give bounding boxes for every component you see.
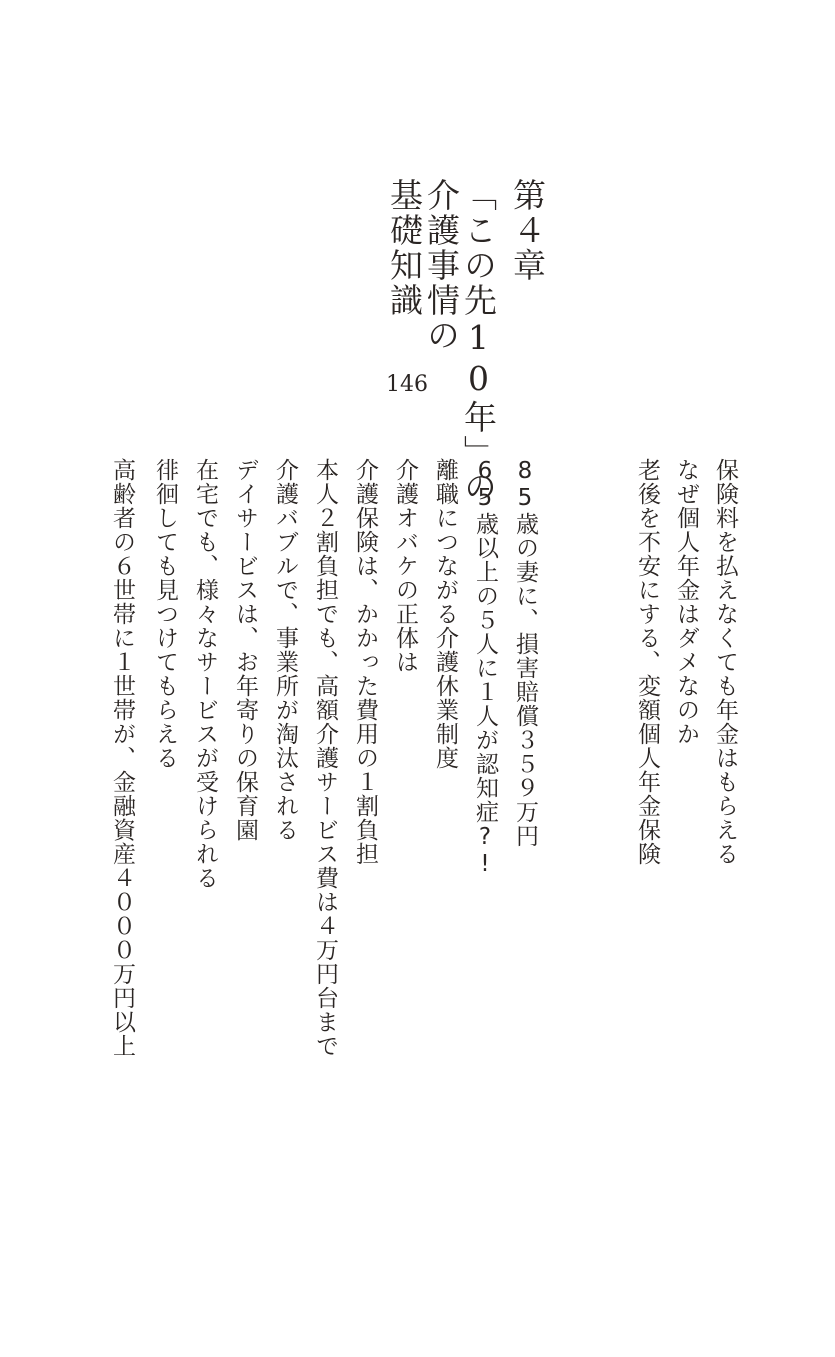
toc-item-3: 老後を不安にする、変額個人年金保険 (634, 458, 660, 866)
toc-item-1: 保険料を払えなくても年金はもらえる (712, 458, 738, 866)
toc-item-10: 介護バブルで、事業所が淘汰される (272, 458, 298, 842)
toc-item-12: 在宅でも、様々なサービスが受けられる (192, 458, 218, 890)
chapter-page-number: 146 (386, 372, 428, 397)
toc-item-4: 85歳の妻に、損害賠償３５９万円 (512, 458, 538, 848)
toc-item-13: 徘徊しても見つけてもらえる (152, 458, 178, 770)
toc-item-2: なぜ個人年金はダメなのか (673, 458, 699, 746)
chapter-title-line-2: 介護事情の (422, 178, 461, 353)
toc-item-6: 離職につながる介護休業制度 (432, 458, 458, 770)
toc-item-5: 65歳以上の５人に１人が認知症?! (472, 458, 498, 878)
toc-item-8: 介護保険は、かかった費用の１割負担 (352, 458, 378, 866)
toc-item-9: 本人２割負担でも、高額介護サービス費は４万円台まで (312, 458, 338, 1058)
toc-item-7: 介護オバケの正体は (392, 458, 418, 674)
toc-item-14: 高齢者の６世帯に１世帯が、金融資産４０００万円以上 (109, 458, 135, 1058)
chapter-title-line-3: 基礎知識 (385, 178, 424, 318)
chapter-label: 第４章 (508, 178, 547, 283)
toc-item-11: デイサービスは、お年寄りの保育園 (232, 458, 258, 842)
chapter-title-line-1: 「この先10年」の (459, 178, 498, 505)
